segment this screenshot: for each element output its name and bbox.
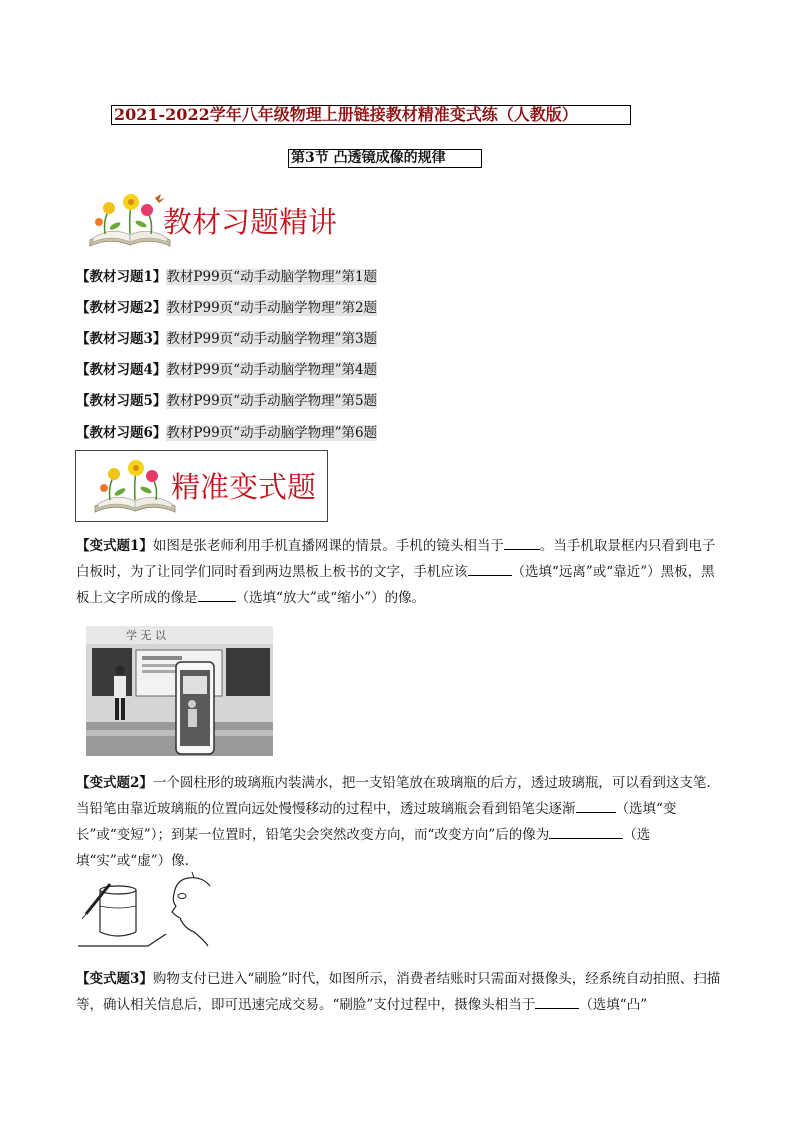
question-3 xyxy=(76,966,726,1018)
question-text: 一个圆柱形的玻璃瓶内装满水，把一支铅笔放在玻璃瓶的后方，透过玻璃瓶，可以看到这支笔. 当铅笔由靠近玻璃瓶的位置向远处慢慢移动的过程中，透过玻璃瓶会看到铅笔尖逐渐 xyxy=(76,775,711,817)
exercise-label: 【教材习题2】 xyxy=(76,300,167,316)
question-label: 【变式题3】 xyxy=(76,971,153,987)
list-item xyxy=(76,359,377,381)
exercise-label: 【教材习题3】 xyxy=(76,331,167,347)
banner-heading-variants: 精准变式题 xyxy=(171,470,317,504)
answer-blank[interactable] xyxy=(504,535,540,550)
exercise-reference: 教材P99页“动手动脑学物理”第3题 xyxy=(166,331,378,347)
exercise-label: 【教材习题6】 xyxy=(76,425,167,441)
exercise-label: 【教材习题5】 xyxy=(76,393,167,409)
answer-blank[interactable] xyxy=(549,824,623,839)
question-text: （选填“变长”或“变短”）；到某一位置时，铅笔尖会突然改变方向，而“改变方向”后的像为 xyxy=(76,801,677,843)
question-1 xyxy=(76,533,726,611)
question-text: 如图是张老师利用手机直播网课的情景。手机的镜头相当于 xyxy=(152,538,504,554)
open-book-flowers-icon xyxy=(90,456,180,516)
list-item xyxy=(76,297,377,319)
exercise-label: 【教材习题4】 xyxy=(76,362,167,378)
question-2 xyxy=(76,770,726,874)
exercise-label: 【教材习题1】 xyxy=(76,269,167,285)
list-item xyxy=(76,422,377,444)
classroom-livestream-photo xyxy=(86,626,273,756)
question-text: （选填“放大”或“缩小”）的像。 xyxy=(235,590,426,606)
answer-blank[interactable] xyxy=(535,994,579,1009)
photo-banner-text: 学 无 以 xyxy=(126,629,166,642)
document-title: 2021-2022学年八年级物理上册链接教材精准变式练（人教版） xyxy=(111,105,631,125)
exercise-reference: 教材P99页“动手动脑学物理”第5题 xyxy=(166,393,378,409)
question-text: （选填“远离”或“靠近”）黑板，黑板上文字所成的像是 xyxy=(76,564,715,606)
exercise-reference: 教材P99页“动手动脑学物理”第6题 xyxy=(166,425,378,441)
answer-blank[interactable] xyxy=(468,561,512,576)
exercise-reference: 教材P99页“动手动脑学物理”第1题 xyxy=(166,269,378,285)
section-title: 第3节 凸透镜成像的规律 xyxy=(288,149,482,168)
question-label: 【变式题1】 xyxy=(76,538,153,554)
question-text: 购物支付已进入“刷脸”时代，如图所示，消费者结账时只需面对摄像头，经系统自动拍照、扫描等，确认相关信息后，即可迅速完成交易。“刷脸”支付过程中，摄像头相当于 xyxy=(76,971,721,1013)
answer-blank[interactable] xyxy=(198,587,236,602)
exercise-reference: 教材P99页“动手动脑学物理”第2题 xyxy=(166,300,378,316)
list-item xyxy=(76,266,377,288)
list-item xyxy=(76,390,377,412)
question-label: 【变式题2】 xyxy=(76,775,153,791)
exercise-reference: 教材P99页“动手动脑学物理”第4题 xyxy=(166,362,378,378)
answer-blank[interactable] xyxy=(576,798,616,813)
question-text: （选填“凸” xyxy=(579,997,648,1013)
question-text: （选填“实”或“虚”）像. xyxy=(76,827,651,869)
question-text: 。当手机取景框内只看到电子白板时，为了让同学们同时看到两边黑板上板书的文字，手机应该 xyxy=(76,538,716,580)
open-book-flowers-icon xyxy=(85,190,175,250)
banner-heading-textbook: 教材习题精讲 xyxy=(163,205,338,239)
bottle-pencil-diagram xyxy=(76,870,226,950)
list-item xyxy=(76,328,377,350)
